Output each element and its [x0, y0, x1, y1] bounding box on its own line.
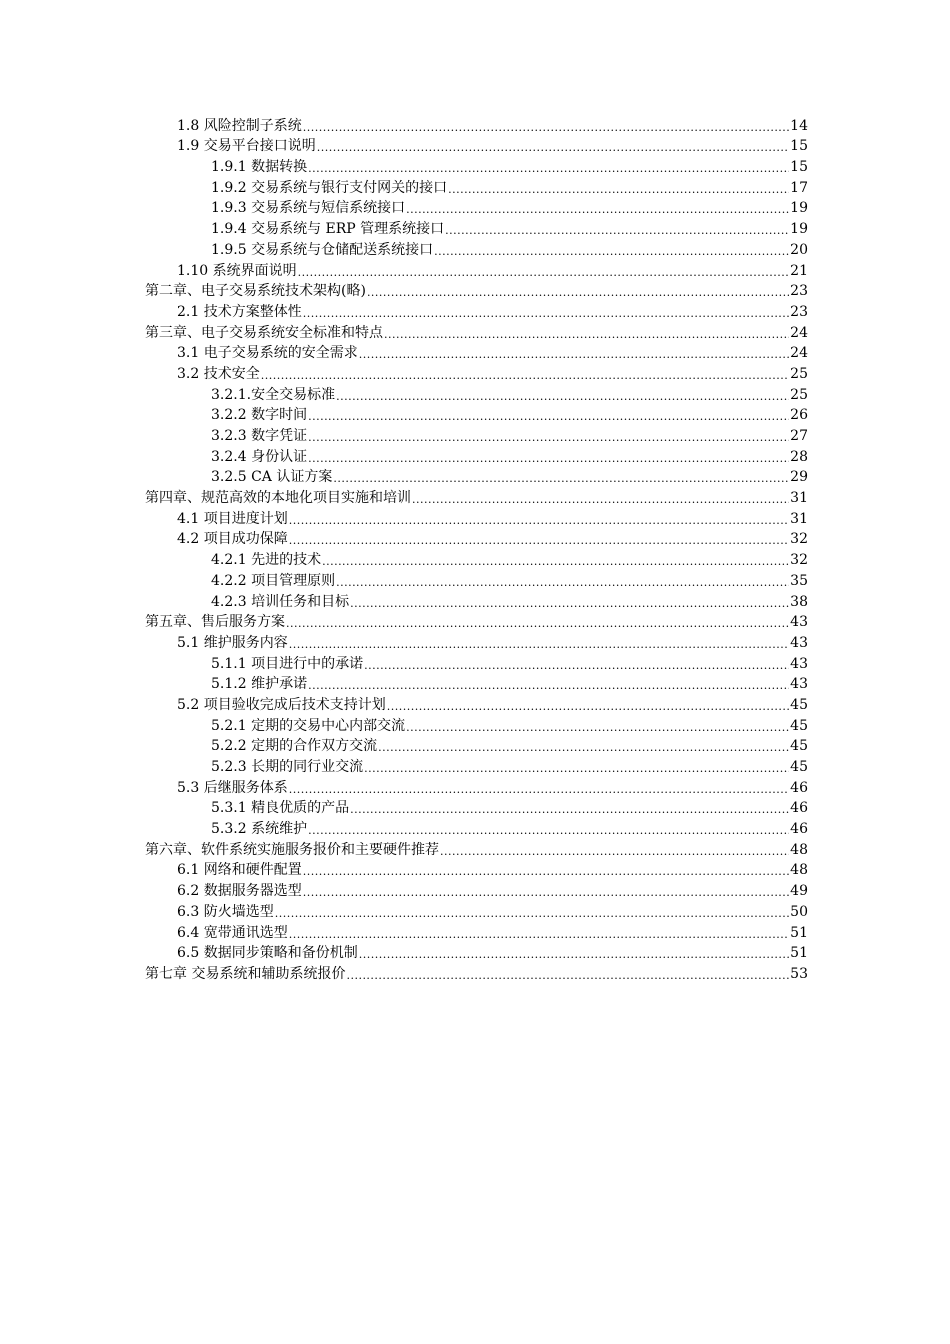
toc-dot-leader — [308, 678, 789, 694]
toc-entry-title: 6.4 宽带通讯选型 — [177, 924, 288, 941]
toc-entry-title: 第七章 交易系统和辅助系统报价 — [145, 965, 346, 982]
toc-dot-leader — [289, 782, 789, 798]
toc-entry-title: 1.9.4 交易系统与 ERP 管理系统接口 — [211, 221, 445, 238]
toc-entry[interactable] — [145, 674, 808, 695]
toc-entry[interactable] — [145, 136, 808, 157]
toc-entry-page-number: 14 — [790, 117, 808, 134]
toc-entry[interactable] — [145, 632, 808, 653]
toc-entry-title: 4.2.3 培训任务和目标 — [211, 593, 350, 610]
toc-entry[interactable] — [145, 736, 808, 757]
toc-dot-leader — [303, 885, 789, 901]
toc-entry-title: 第二章、电子交易系统技术架构(略) — [145, 283, 366, 300]
toc-entry-title: 5.3.2 系统维护 — [211, 821, 308, 838]
toc-entry-title: 1.9.1 数据转换 — [211, 159, 308, 176]
toc-entry-page-number: 43 — [790, 655, 808, 672]
toc-entry-title: 4.2.1 先进的技术 — [211, 552, 322, 569]
toc-dot-leader — [308, 430, 789, 446]
toc-entry-page-number: 43 — [790, 614, 808, 631]
toc-dot-leader — [308, 823, 789, 839]
toc-entry-title: 2.1 技术方案整体性 — [177, 303, 302, 320]
toc-dot-leader — [412, 492, 789, 508]
toc-entry[interactable] — [145, 115, 808, 136]
toc-entry[interactable] — [145, 963, 808, 984]
toc-dot-leader — [384, 327, 789, 343]
toc-dot-leader — [261, 368, 789, 384]
toc-entry-page-number: 46 — [790, 800, 808, 817]
toc-dot-leader — [303, 306, 789, 322]
toc-entry-title: 3.2.5 CA 认证方案 — [211, 469, 333, 486]
toc-entry-title: 5.3 后继服务体系 — [177, 779, 288, 796]
toc-entry-page-number: 50 — [790, 903, 808, 920]
toc-entry[interactable] — [145, 549, 808, 570]
toc-entry[interactable] — [145, 322, 808, 343]
toc-dot-leader — [378, 740, 789, 756]
toc-entry-page-number: 26 — [790, 407, 808, 424]
table-of-contents — [145, 115, 808, 984]
toc-entry-title: 6.1 网络和硬件配置 — [177, 862, 302, 879]
toc-entry[interactable] — [145, 715, 808, 736]
toc-entry-title: 3.2.1.安全交易标准 — [211, 386, 336, 403]
toc-entry-title: 第三章、电子交易系统安全标准和特点 — [145, 324, 383, 341]
toc-entry-page-number: 35 — [790, 572, 808, 589]
toc-dot-leader — [289, 533, 789, 549]
toc-entry-title: 3.2 技术安全 — [177, 365, 260, 382]
toc-dot-leader — [406, 202, 789, 218]
toc-dot-leader — [333, 471, 789, 487]
toc-entry-page-number: 46 — [790, 779, 808, 796]
toc-dot-leader — [298, 265, 790, 281]
toc-entry-title: 第五章、售后服务方案 — [145, 614, 285, 631]
toc-entry-page-number: 25 — [790, 386, 808, 403]
toc-entry-title: 6.2 数据服务器选型 — [177, 883, 302, 900]
toc-entry[interactable] — [145, 612, 808, 633]
toc-entry-title: 3.1 电子交易系统的安全需求 — [177, 345, 358, 362]
toc-entry-page-number: 27 — [790, 428, 808, 444]
toc-entry-page-number: 48 — [790, 841, 808, 858]
toc-entry-title: 3.2.3 数字凭证 — [211, 428, 308, 444]
toc-entry[interactable] — [145, 880, 808, 901]
toc-dot-leader — [367, 285, 789, 301]
toc-entry-page-number: 43 — [790, 634, 808, 651]
toc-dot-leader — [440, 844, 789, 860]
toc-entry-page-number: 15 — [790, 138, 808, 155]
toc-entry-title: 5.3.1 精良优质的产品 — [211, 800, 350, 817]
toc-entry[interactable] — [145, 570, 808, 591]
toc-entry[interactable] — [145, 487, 808, 508]
toc-dot-leader — [289, 513, 789, 529]
toc-entry[interactable] — [145, 901, 808, 922]
toc-entry[interactable] — [145, 260, 808, 281]
toc-entry[interactable] — [145, 529, 808, 550]
toc-entry-page-number: 49 — [790, 883, 808, 900]
toc-entry[interactable] — [145, 756, 808, 777]
toc-entry[interactable] — [145, 777, 808, 798]
toc-entry-page-number: 24 — [790, 345, 808, 362]
toc-entry-page-number: 53 — [790, 965, 808, 982]
toc-entry-page-number: 45 — [790, 696, 808, 713]
toc-dot-leader — [336, 389, 789, 405]
toc-dot-leader — [364, 761, 789, 777]
toc-entry-page-number: 24 — [790, 324, 808, 341]
toc-dot-leader — [275, 906, 789, 922]
toc-entry-page-number: 23 — [790, 303, 808, 320]
toc-entry-title: 第六章、软件系统实施服务报价和主要硬件推荐 — [145, 841, 439, 858]
toc-entry-page-number: 45 — [790, 717, 808, 734]
toc-dot-leader — [364, 658, 789, 674]
toc-entry-page-number: 51 — [790, 924, 808, 941]
toc-entry-title: 4.2.2 项目管理原则 — [211, 572, 336, 589]
toc-entry[interactable] — [145, 446, 808, 467]
toc-entry-page-number: 32 — [790, 531, 808, 548]
toc-entry[interactable] — [145, 198, 808, 219]
toc-entry-page-number: 28 — [790, 448, 808, 465]
toc-entry-page-number: 19 — [790, 200, 808, 217]
toc-entry[interactable] — [145, 694, 808, 715]
toc-entry[interactable] — [145, 860, 808, 881]
toc-entry-title: 1.9 交易平台接口说明 — [177, 138, 316, 155]
toc-dot-leader — [286, 616, 789, 632]
toc-dot-leader — [434, 244, 789, 260]
toc-entry-page-number: 38 — [790, 593, 808, 610]
toc-entry-page-number: 15 — [790, 159, 808, 176]
toc-entry-title: 1.10 系统界面说明 — [177, 262, 297, 279]
toc-dot-leader — [448, 182, 789, 198]
toc-dot-leader — [303, 864, 789, 880]
toc-dot-leader — [289, 637, 789, 653]
toc-entry-title: 1.9.2 交易系统与银行支付网关的接口 — [211, 179, 448, 196]
toc-entry[interactable] — [145, 343, 808, 364]
toc-entry[interactable] — [145, 508, 808, 529]
toc-dot-leader — [308, 161, 789, 177]
toc-entry-page-number: 43 — [790, 676, 808, 693]
toc-entry-title: 5.1.1 项目进行中的承诺 — [211, 655, 364, 672]
toc-entry-page-number: 23 — [790, 283, 808, 300]
toc-entry-title: 1.9.3 交易系统与短信系统接口 — [211, 200, 406, 217]
toc-entry-page-number: 45 — [790, 738, 808, 755]
toc-entry[interactable] — [145, 363, 808, 384]
toc-dot-leader — [445, 223, 789, 239]
toc-dot-leader — [317, 140, 789, 156]
toc-dot-leader — [346, 968, 789, 984]
toc-entry-title: 1.9.5 交易系统与仓储配送系统接口 — [211, 241, 434, 258]
toc-entry-page-number: 31 — [790, 510, 808, 527]
toc-entry-page-number: 45 — [790, 759, 808, 775]
toc-dot-leader — [359, 947, 789, 963]
toc-dot-leader — [289, 927, 789, 943]
toc-entry[interactable] — [145, 653, 808, 674]
toc-entry-page-number: 51 — [790, 945, 808, 962]
toc-entry-title: 4.2 项目成功保障 — [177, 531, 288, 548]
toc-entry[interactable] — [145, 943, 808, 964]
toc-dot-leader — [350, 802, 789, 818]
toc-dot-leader — [308, 451, 789, 467]
toc-entry[interactable] — [145, 798, 808, 819]
toc-dot-leader — [359, 347, 789, 363]
toc-entry[interactable] — [145, 591, 808, 612]
toc-entry[interactable] — [145, 425, 808, 446]
toc-entry-title: 5.2.2 定期的合作双方交流 — [211, 738, 378, 755]
toc-entry-title: 1.8 风险控制子系统 — [177, 117, 302, 134]
toc-entry-page-number: 25 — [790, 365, 808, 382]
toc-entry[interactable] — [145, 839, 808, 860]
toc-entry[interactable] — [145, 405, 808, 426]
toc-dot-leader — [322, 554, 789, 570]
toc-entry-title: 4.1 项目进度计划 — [177, 510, 288, 527]
toc-entry-page-number: 20 — [790, 241, 808, 258]
toc-entry-page-number: 31 — [790, 490, 808, 507]
toc-entry-title: 第四章、规范高效的本地化项目实施和培训 — [145, 490, 411, 507]
toc-entry-page-number: 32 — [790, 552, 808, 569]
toc-entry[interactable] — [145, 384, 808, 405]
toc-entry-title: 5.2 项目验收完成后技术支持计划 — [177, 696, 386, 713]
toc-entry-page-number: 48 — [790, 862, 808, 879]
toc-dot-leader — [350, 596, 789, 612]
toc-entry-page-number: 29 — [790, 469, 808, 486]
toc-dot-leader — [406, 720, 789, 736]
toc-entry-title: 5.2.1 定期的交易中心内部交流 — [211, 717, 406, 734]
toc-dot-leader — [387, 699, 789, 715]
toc-entry[interactable] — [145, 177, 808, 198]
toc-entry-page-number: 21 — [790, 262, 808, 279]
toc-entry[interactable] — [145, 281, 808, 302]
toc-dot-leader — [308, 409, 789, 425]
toc-entry[interactable] — [145, 239, 808, 260]
toc-entry-page-number: 46 — [790, 821, 808, 838]
toc-entry-title: 5.1.2 维护承诺 — [211, 676, 308, 693]
toc-entry-title: 3.2.2 数字时间 — [211, 407, 308, 424]
toc-entry-page-number: 17 — [790, 179, 808, 196]
toc-entry-title: 6.3 防火墙选型 — [177, 903, 274, 920]
toc-entry-title: 6.5 数据同步策略和备份机制 — [177, 945, 358, 962]
toc-dot-leader — [336, 575, 789, 591]
toc-entry-title: 3.2.4 身份认证 — [211, 448, 308, 465]
toc-entry-title: 5.2.3 长期的同行业交流 — [211, 759, 364, 775]
toc-entry-title: 5.1 维护服务内容 — [177, 634, 288, 651]
toc-entry[interactable] — [145, 922, 808, 943]
toc-entry[interactable] — [145, 156, 808, 177]
toc-dot-leader — [303, 120, 789, 136]
toc-entry[interactable] — [145, 818, 808, 839]
toc-entry[interactable] — [145, 218, 808, 239]
toc-entry[interactable] — [145, 301, 808, 322]
toc-entry[interactable] — [145, 467, 808, 488]
toc-entry-page-number: 19 — [790, 221, 808, 238]
